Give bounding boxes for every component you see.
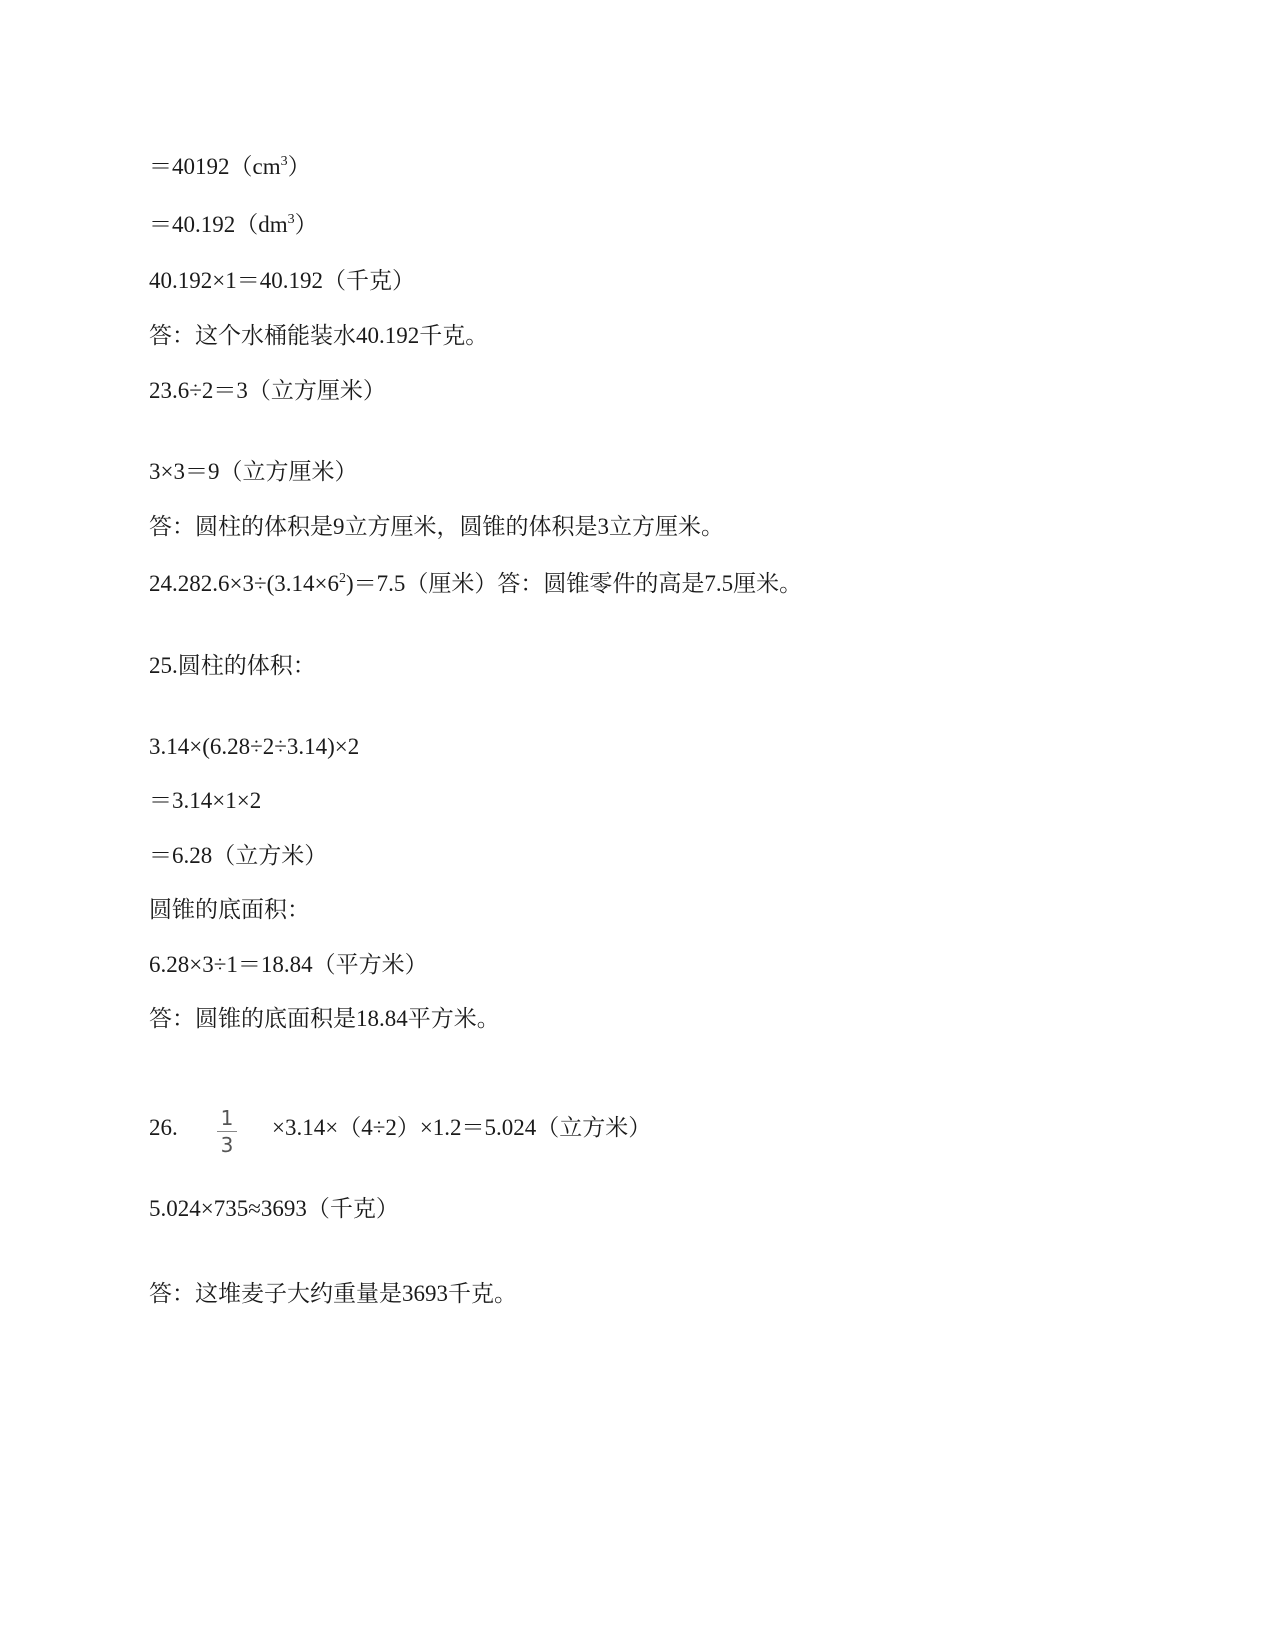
- equation-line-5: 3.14×(6.28÷2÷3.14)×2: [149, 734, 360, 759]
- equation-line-8: 6.28×3÷1＝18.84（平方米）: [149, 952, 428, 977]
- fraction-numerator: 1: [220, 1106, 234, 1130]
- equation-line-4: 3×3＝9（立方厘米）: [149, 459, 358, 484]
- equation-line-9: 5.024×735≈3693（千克）: [149, 1196, 399, 1221]
- fraction-bar: [217, 1131, 237, 1132]
- one-third-fraction: [215, 1107, 239, 1156]
- equation-line-1: $=40192(cm^3)$: [149, 154, 311, 179]
- answer-line-1: 答：这个水桶能装水40.192千克。: [149, 323, 489, 348]
- answer-line-4: 答：这堆麦子大约重量是3693千克。: [149, 1281, 517, 1306]
- problem-26-number: 26.: [149, 1115, 178, 1140]
- problem-23-line: 23.6÷2＝3（立方厘米）: [149, 378, 386, 403]
- answer-line-2: 答：圆柱的体积是9立方厘米，圆锥的体积是3立方厘米。: [149, 514, 724, 539]
- answer-line-3: 答：圆锥的底面积是18.84平方米。: [149, 1006, 500, 1031]
- cone-base-heading: 圆锥的底面积：: [149, 897, 310, 922]
- equation-line-6: ＝3.14×1×2: [149, 788, 262, 813]
- problem-26-equation: ×3.14×（4÷2）×1.2＝5.024（立方米）: [272, 1115, 652, 1140]
- equation-line-7: ＝6.28（立方米）: [149, 843, 328, 868]
- problem-24-line: $24.282.6\times 3\div(3.14\times 6^2)=7.5$（厘米）答：圆锥零件的高是7.5厘米。: [149, 571, 803, 596]
- equation-line-2: $=40.192(dm^3)$: [149, 212, 318, 237]
- fraction-denominator: 3: [220, 1133, 234, 1157]
- equation-line-3: 40.192×1＝40.192（千克）: [149, 268, 415, 293]
- problem-25-heading: 25.圆柱的体积：: [149, 653, 316, 678]
